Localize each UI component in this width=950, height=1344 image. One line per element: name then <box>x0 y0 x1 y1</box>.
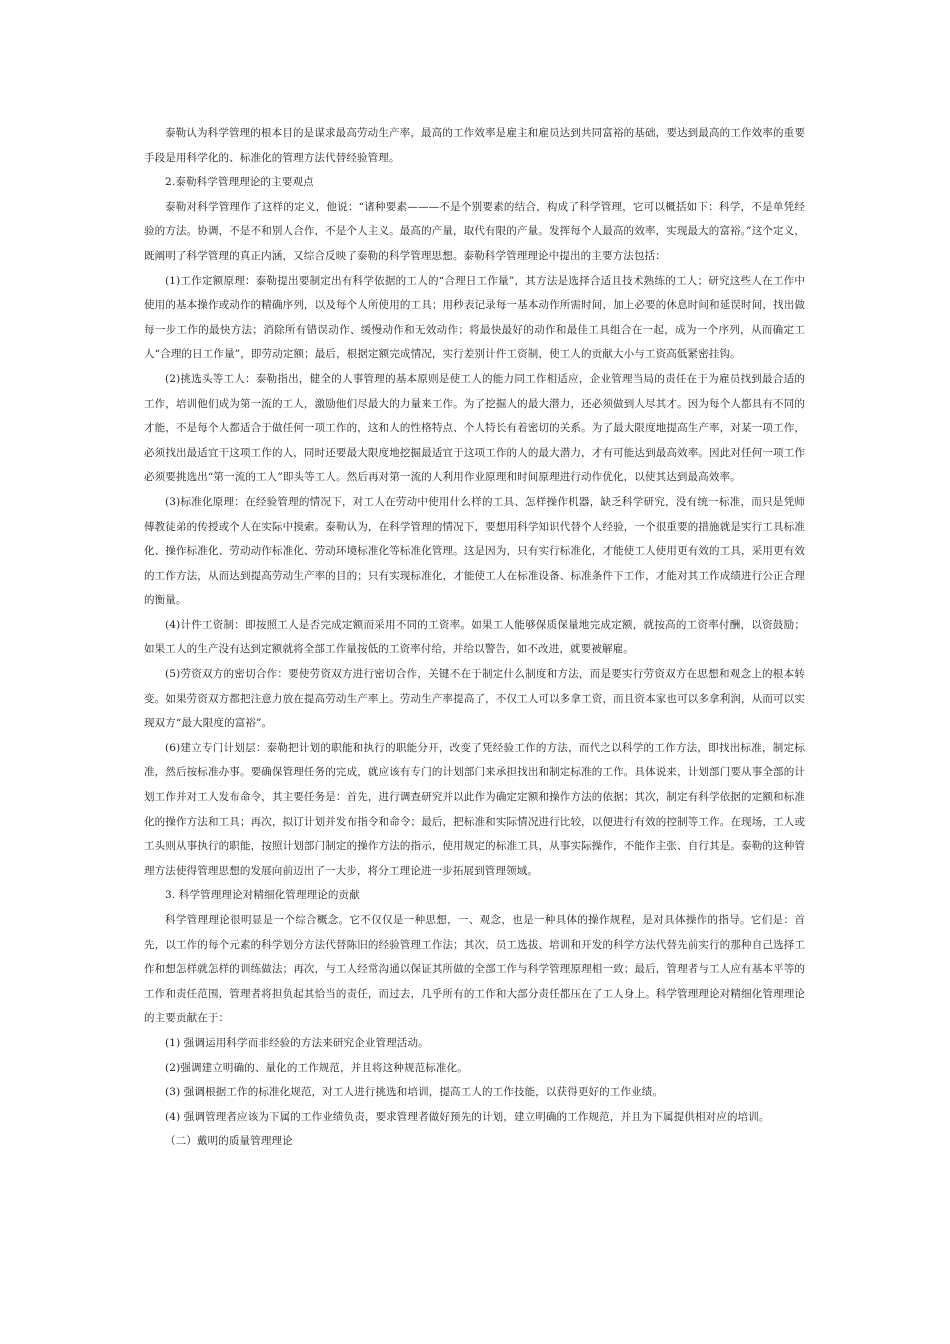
contribution-paragraph: 科学管理理论很明显是一个综合概念。它不仅仅是一种思想，一、观念，也是一种具体的操作规程，是对具体操作的指导。它们是：首先，以工作的每个元素的科学划分方法代替陈旧的经验管理工作法；其次，员工选拔、培训和开发的科学方法代替先前实行的那种自己选择工作和想怎样就怎样的训练做法；再次，与工人经常沟通以保证其所做的全部工作与科学管理原理相一致；最后，管理者与工人应有基本平等的工作和责任范围，管理者将担负起其恰当的责任，而过去，几乎所有的工作和大部分责任都压在了工人身上。科学管理理论对精细化管理理论的主要贡献在于： <box>144 914 805 1025</box>
definition-paragraph: 泰勒对科学管理作了这样的定义，他说：“诸种要素———不是个别要素的结合，构成了科学管理，它可以概括如下：科学，不是单凭经验的方法。协调，不是不和别人合作，不是个人主义。最高的产量，取代有限的产量。发挥每个人最高的效率，实现最大的富裕。”这个定义，既阐明了科学管理的真正内涵，又综合反映了泰勒的科学管理思想。泰勒科学管理理论中提出的主要方法包括： <box>144 200 805 262</box>
heading-main-views: 2.泰勒科学管理理论的主要观点 <box>165 176 314 189</box>
point-labor-cooperation: (5)劳资双方的密切合作：要使劳资双方进行密切合作，关键不在于制定什么制度和方法，而是要实行劳资双方在思想和观念上的根本转变。如果劳资双方都把注意力放在提高劳动生产率上。劳动生产率提高了，不仅工人可以多拿工资，而且资本家也可以多拿利润，从而可以实现双方“最大限度的富裕”。 <box>144 668 805 730</box>
list-item: (2)强调建立明确的、量化的工作规范，并且将这种规范标准化。 <box>165 1061 468 1074</box>
document-body <box>144 121 805 1154</box>
list-item: (1) 强调运用科学而非经验的方法来研究企业管理活动。 <box>165 1036 429 1049</box>
intro-paragraph: 泰勒认为科学管理的根本目的是谋求最高劳动生产率，最高的工作效率是雇主和雇员达到共同富裕的基础，要达到最高的工作效率的重要手段是用科学化的、标准化的管理方法代替经验管理。 <box>144 127 805 164</box>
heading-contribution: 3. 科学管理理论对精细化管理理论的贡献 <box>165 889 360 902</box>
list-item: (3) 强调根据工作的标准化规范，对工人进行挑选和培训，提高工人的工作技能，以获得更好的工作业绩。 <box>165 1086 664 1099</box>
point-quota-principle: (1)工作定额原理：泰勒提出要制定出有科学依据的工人的“合理日工作量”，其方法是选择合适且技术熟练的工人；研究这些人在工作中使用的基本操作或动作的精确序列，以及每个人所使用的工具；用秒表记录每一基本动作所需时间，加上必要的休息时间和延误时间，找出做每一步工作的最快方法；消除所有错误动作、缓慢动作和无效动作；将最快最好的动作和最佳工具组合在一起，成为一个序列，从而确定工人“合理的日工作量”，即劳动定额；最后，根据定额完成情况，实行差别计件工资制，使工人的贡献大小与工资高低紧密挂钩。 <box>144 274 805 361</box>
section-heading-deming: （二）戴明的质量管理理论 <box>165 1135 293 1148</box>
point-piece-rate-wage: (4)计件工资制：即按照工人是否完成定额而采用不同的工资率。如果工人能够保质保量地完成定额，就按高的工资率付酬，以资鼓励；如果工人的生产没有达到定额就将全部工作量按低的工资率付给，并给以警告，如不改进，就要被解雇。 <box>144 618 805 656</box>
list-item: (4) 强调管理者应该为下属的工作业绩负责，要求管理者做好预先的计划，建立明确的工作规范，并且为下属提供相对应的培训。 <box>165 1110 770 1123</box>
point-standardization: (3)标准化原理：在经验管理的情况下，对工人在劳动中使用什么样的工具、怎样操作机器，缺乏科学研究，没有统一标准，而只是凭师傅教徒弟的传授或个人在实际中摸索。泰勒认为，在科学管理的情况下，要想用科学知识代替个人经验，一个很重要的措施就是实行工具标准化、操作标准化、劳动动作标准化、劳动环境标准化等标准化管理。这是因为，只有实行标准化，才能使工人使用更有效的工具，采用更有效的工作方法，从而达到提高劳动生产率的目的；只有实现标准化，才能使工人在标准设备、标准条件下工作，才能对其工作成绩进行公正合理的衡量。 <box>144 495 805 607</box>
point-first-class-workers: (2)挑选头等工人：泰勒指出，健全的人事管理的基本原则是使工人的能力同工作相适应，企业管理当局的责任在于为雇员找到最合适的工作，培训他们成为第一流的工人，激励他们尽最大的力量来工作。为了挖掘人的最大潜力，还必须做到人尽其才。因为每个人都具有不同的才能，不是每个人都适合于做任何一项工作的，这和人的性格特点、个人特长有着密切的关系。为了最大限度地提高生产率，对某一项工作，必须找出最适宜干这项工作的人，同时还要最大限度地挖掘最适宜于这项工作的人的最大潜力，才有可能达到最高效率。因此对任何一项工作必须要挑选出“第一流的工人”即头等工人。然后再对第一流的人利用作业原理和时间原理进行动作优化，以使其达到最高效率。 <box>144 372 805 484</box>
point-planning-layer: (6)建立专门计划层：泰勒把计划的职能和执行的职能分开，改变了凭经验工作的方法，而代之以科学的工作方法，即找出标准，制定标准，然后按标准办事。要确保管理任务的完成，就应该有专门的计划部门来承担找出和制定标准的工作。具体说来，计划部门要从事全部的计划工作并对工人发布命令，其主要任务是：首先，进行调查研究并以此作为确定定额和操作方法的依据；其次，制定有科学依据的定额和标准化的操作方法和工具；再次，拟订计划并发布指令和命令；最后，把标准和实际情况进行比较，以便进行有效的控制等工作。在现场，工人或工头则从事执行的职能，按照计划部门制定的操作方法的指示，使用规定的标准工具，从事实际操作，不能作主张、自行其是。泰勒的这种管理方法使得管理思想的发展向前迈出了一大步，将分工理论进一步拓展到管理领域。 <box>144 741 805 877</box>
